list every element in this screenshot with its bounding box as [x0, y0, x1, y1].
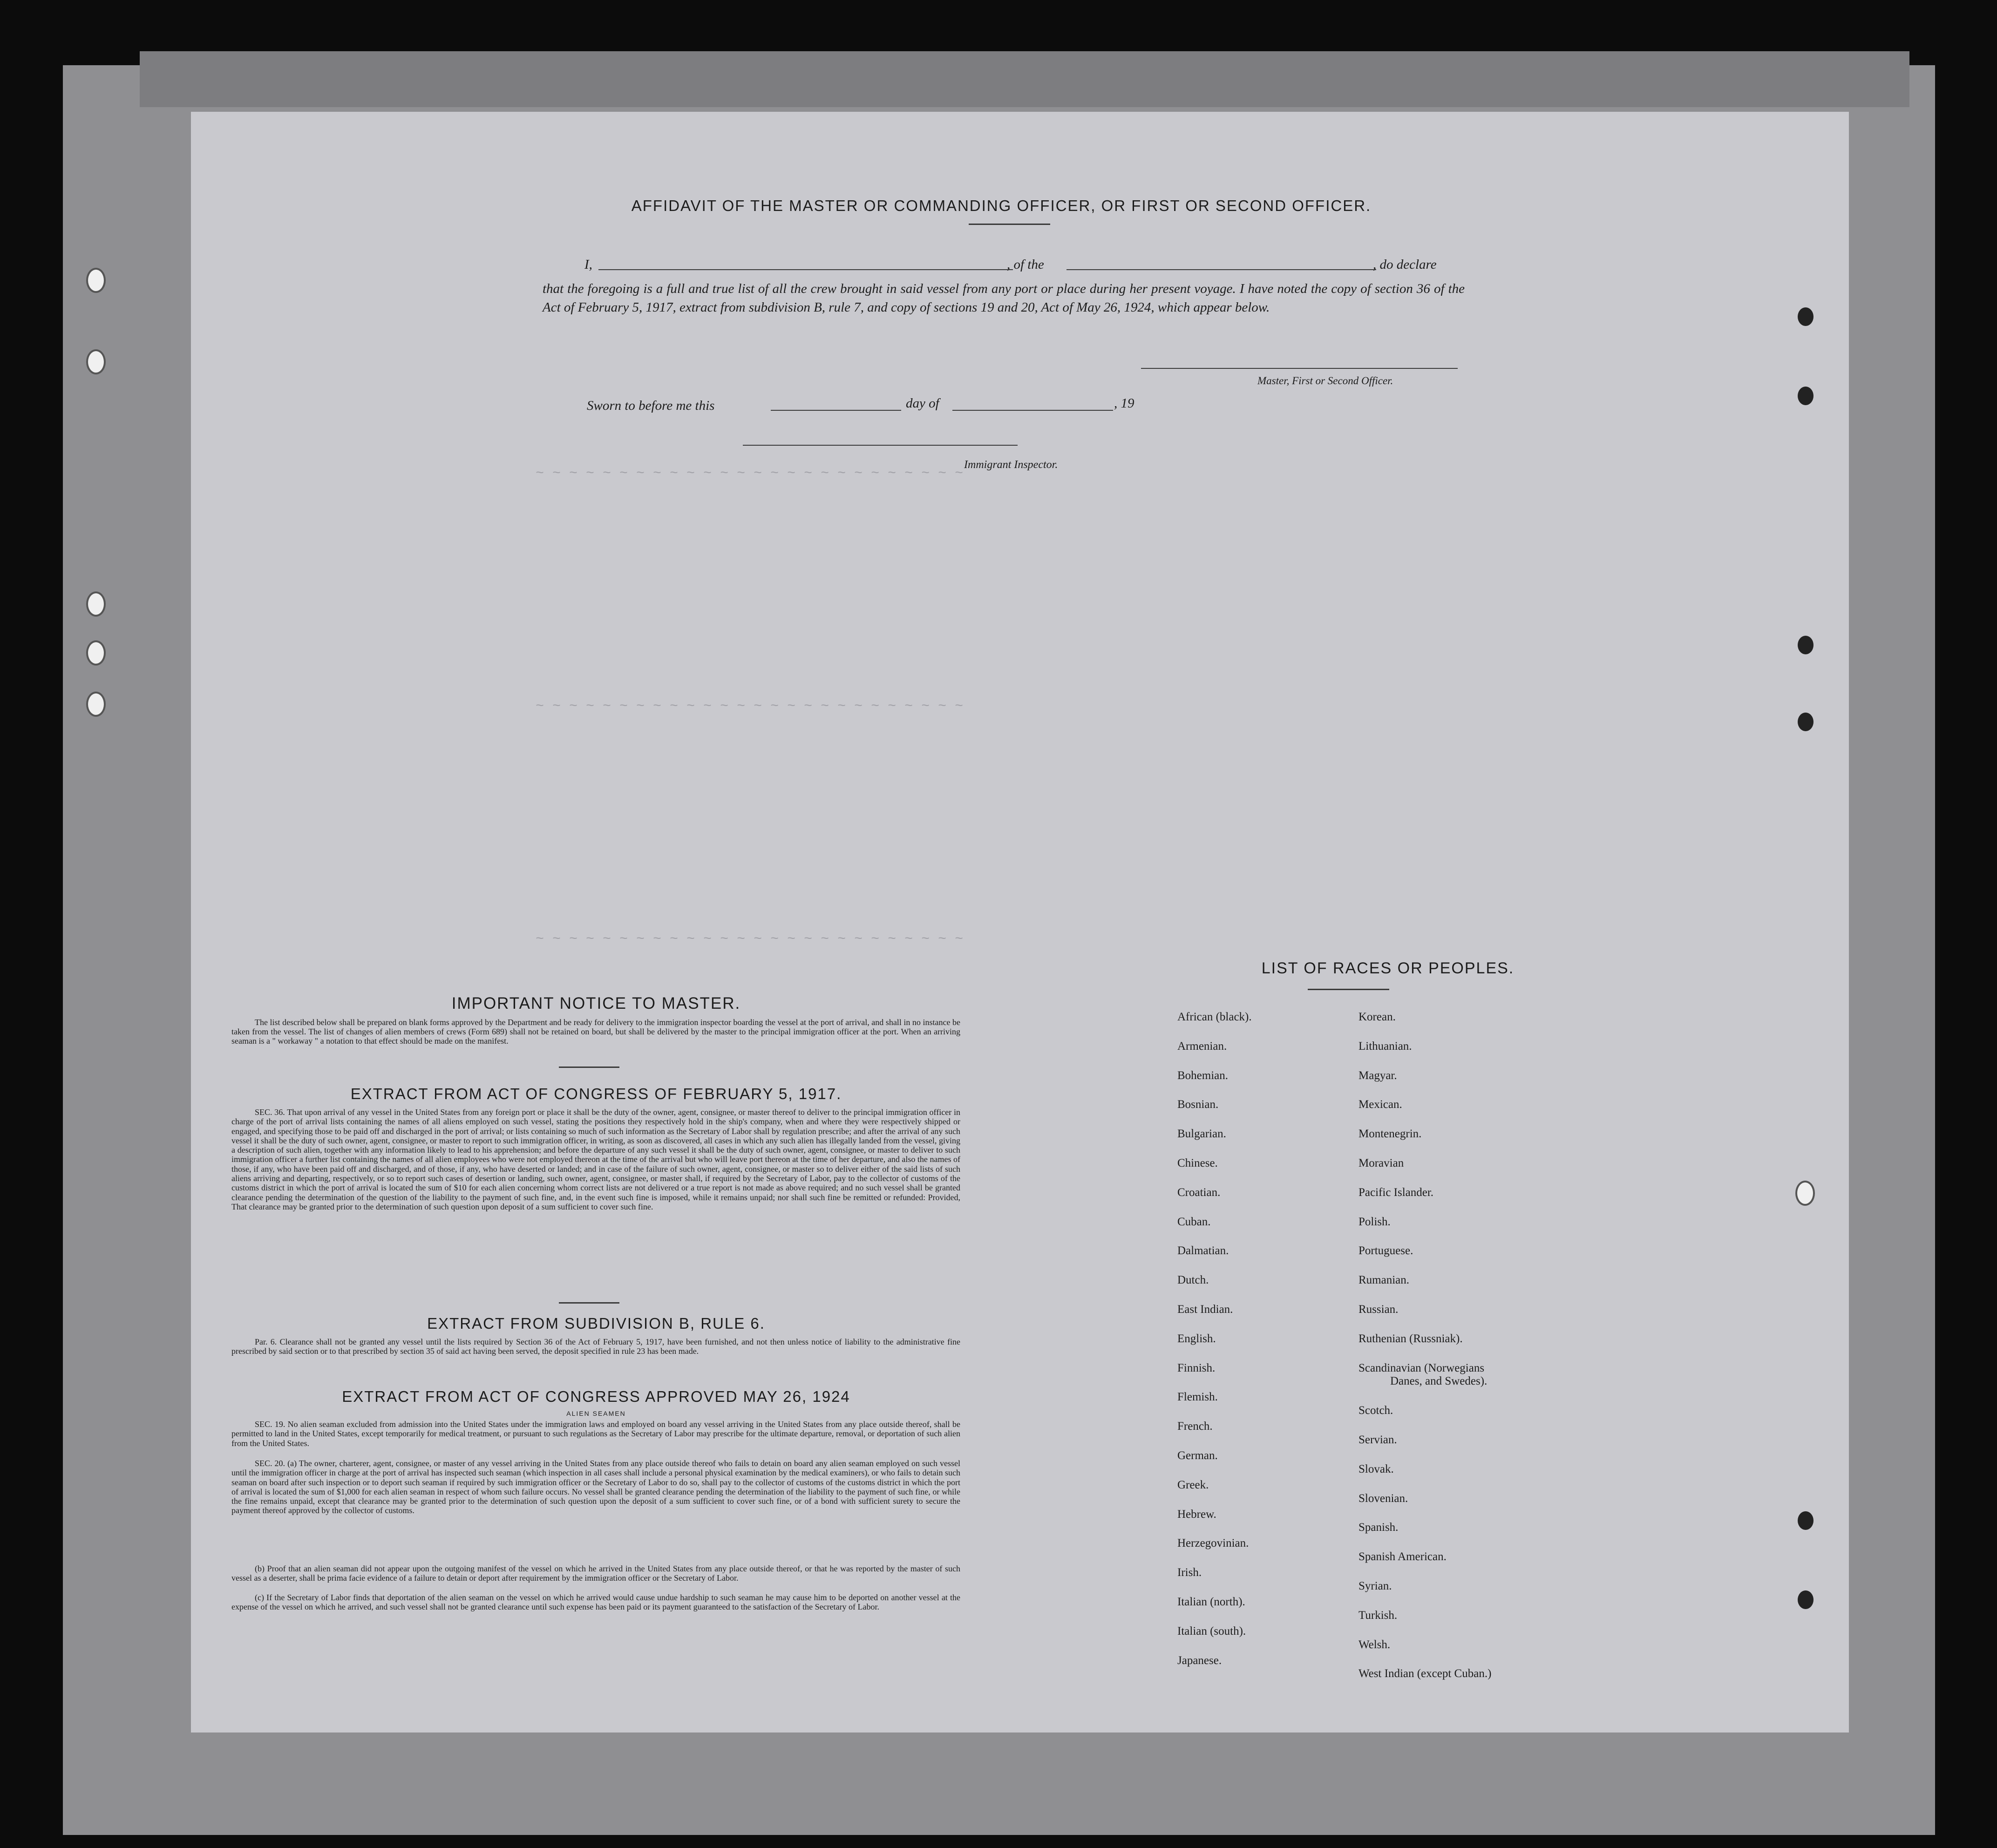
of-the-label: , of the — [1007, 257, 1044, 272]
year-label: , 19 — [1114, 396, 1134, 411]
bleed-through: ~ ~ ~ ~ ~ ~ ~ ~ ~ ~ ~ ~ ~ ~ ~ ~ ~ ~ ~ ~ ~ ~ ~ ~ ~ ~ — [536, 699, 964, 714]
race-item: Slovak. — [1359, 1462, 1394, 1475]
notice-body: The list described below shall be prepared on blank forms approved by the Department and be ready for delivery to the immigration inspector boarding the vessel at the port of arrival, and shall in no instance be taken from the vessel. The list of changes of alien members of crews (Form 689) shall not be retained on board, but shall be delivered by the master to the principal immigration officer at the port. When an arriving seaman is a " workaway " a notation to that effect should be made on the manifest. — [231, 1018, 960, 1046]
race-item: Korean. — [1359, 1011, 1396, 1023]
punch-hole — [1798, 387, 1814, 405]
races-title: LIST OF RACES OR PEOPLES. — [1261, 959, 1515, 977]
affidavit-title: AFFIDAVIT OF THE MASTER OR COMMANDING OFFICER, OR FIRST OR SECOND OFFICER. — [631, 197, 1372, 214]
extract-1917-title: EXTRACT FROM ACT OF CONGRESS OF FEBRUARY 5, 1917. — [350, 1085, 842, 1102]
race-item: Scandinavian (Norwegians — [1359, 1361, 1485, 1374]
race-item: Italian (south). — [1177, 1624, 1246, 1637]
notice-title: IMPORTANT NOTICE TO MASTER. — [451, 994, 741, 1012]
sworn-label: Sworn to before me this — [587, 398, 715, 413]
race-item: Armenian. — [1177, 1040, 1227, 1053]
race-item: East Indian. — [1177, 1303, 1233, 1316]
section-rule — [559, 1067, 619, 1068]
race-item: Montenegrin. — [1359, 1128, 1422, 1141]
sec20b-body: (b) Proof that an alien seaman did not appear upon the outgoing manifest of the vessel on which he arrived in the United States from any place outside thereof, or that he was reported by the master of such vessel as a deserter, shall be prima facie evidence of a failure to detain or deport after requirement by the immigration officer or the Secretary of Labor. — [231, 1564, 960, 1583]
race-item: Russian. — [1359, 1303, 1399, 1316]
race-item: French. — [1177, 1420, 1213, 1433]
race-item: Rumanian. — [1359, 1274, 1410, 1287]
race-item: Chinese. — [1177, 1157, 1218, 1169]
sworn-month-line — [952, 410, 1113, 411]
race-item: Ruthenian (Russniak). — [1359, 1332, 1463, 1345]
punch-hole — [1798, 1590, 1814, 1609]
race-item: Dutch. — [1177, 1274, 1209, 1287]
race-item: Danes, and Swedes). — [1390, 1375, 1488, 1388]
punch-hole — [1795, 1181, 1815, 1206]
i-label: I, — [584, 257, 592, 272]
race-item: Moravian — [1359, 1157, 1404, 1169]
race-item: Servian. — [1359, 1434, 1397, 1446]
section-rule — [559, 1302, 619, 1304]
race-item: Scotch. — [1359, 1404, 1393, 1417]
race-item: Japanese. — [1177, 1654, 1222, 1667]
race-item: Pacific Islander. — [1359, 1186, 1434, 1199]
punch-hole — [1798, 713, 1814, 731]
race-item: Irish. — [1177, 1566, 1202, 1579]
race-item: German. — [1177, 1449, 1218, 1462]
race-item: Flemish. — [1177, 1391, 1218, 1404]
race-item: Polish. — [1359, 1215, 1391, 1228]
race-item: Turkish. — [1359, 1609, 1398, 1622]
extract-1924-subtitle: ALIEN SEAMEN — [566, 1410, 626, 1417]
punch-hole — [1798, 1511, 1814, 1530]
sworn-day-line — [771, 410, 901, 411]
sec20a-body: SEC. 20. (a) The owner, charterer, agent, consignee, or master of any vessel arriving in the United States from any place outside thereof who fails to detain on board any alien seaman employed on such vessel until the immigration officer in charge at the port of arrival has inspected such seaman (which inspection in all cases shall include a personal physical examination by the medical examiners), or who fails to detain such seaman on board after such inspection or to deport such seaman if required by such immigration officer or the Secretary of Labor to do so, shall pay to the collector of customs of the customs district in which the port of arrival is located the sum of $1,000 for each alien seaman in respect of whom such failure occurs. No vessel shall be granted clearance pending the determination of the liability to the payment of such fine, or while the fine remains unpaid, except that clearance may be granted prior to the determination of such question upon the deposit of a sum sufficient to cover such fine, or of a bond with sufficient surety to secure the payment thereof approved by the collector of customs. — [231, 1459, 960, 1515]
races-rule — [1308, 989, 1389, 990]
name-line — [598, 269, 1013, 270]
race-item: Bosnian. — [1177, 1098, 1219, 1111]
punch-hole — [1798, 636, 1814, 654]
race-item: Magyar. — [1359, 1069, 1397, 1082]
race-item: Welsh. — [1359, 1638, 1391, 1651]
race-item: African (black). — [1177, 1011, 1252, 1023]
signature-line — [1141, 368, 1458, 369]
day-of-label: day of — [906, 396, 939, 411]
vessel-line — [1066, 269, 1376, 270]
race-item: English. — [1177, 1332, 1216, 1345]
extract-rule6-title: EXTRACT FROM SUBDIVISION B, RULE 6. — [427, 1315, 765, 1332]
affidavit-body: that the foregoing is a full and true list of all the crew brought in said vessel from any port or place during her present voyage. I have noted the copy of section 36 of the Act of February 5, 1917, extract from subdivision B, rule 7, and copy of sections 19 and 20, Act of May 26, 1924, which appear below. — [543, 281, 1465, 315]
race-item: Cuban. — [1177, 1215, 1211, 1228]
binder-hole — [86, 692, 106, 717]
race-item: Dalmatian. — [1177, 1244, 1229, 1257]
sec19-body: SEC. 19. No alien seaman excluded from admission into the United States under the immigration laws and employed on board any vessel arriving in the United States from any place outside thereof, shall be permitted to land in the United States, except temporarily for medical treatment, or pursuant to such regulations as the Secretary of Labor may prescribe for the ultimate departure, removal, or deportation of such alien from the United States. — [231, 1420, 960, 1448]
inspector-line — [743, 445, 1018, 446]
extract-1924-title: EXTRACT FROM ACT OF CONGRESS APPROVED MAY 26, 1924 — [342, 1388, 850, 1405]
binder-hole — [86, 640, 106, 666]
race-item: Syrian. — [1359, 1580, 1392, 1592]
race-item: Finnish. — [1177, 1361, 1216, 1374]
race-item: Herzegovinian. — [1177, 1537, 1249, 1550]
race-item: Portuguese. — [1359, 1244, 1413, 1257]
binder-hole — [86, 268, 106, 293]
binder-hole — [86, 591, 106, 617]
race-item: West Indian (except Cuban.) — [1359, 1667, 1492, 1680]
bleed-through: ~ ~ ~ ~ ~ ~ ~ ~ ~ ~ ~ ~ ~ ~ ~ ~ ~ ~ ~ ~ ~ ~ ~ ~ ~ ~ — [536, 466, 964, 482]
race-item: Slovenian. — [1359, 1492, 1408, 1505]
title-rule — [969, 224, 1050, 225]
inspector-caption: Immigrant Inspector. — [964, 459, 1058, 471]
back-sheet-edge — [140, 51, 1909, 107]
extract-rule6-body: Par. 6. Clearance shall not be granted any vessel until the lists required by Section 36 of the Act of February 5, 1917, have been furnished, and not then unless notice of liability to the administrative fine prescribed by said section or to that prescribed by section 35 of said act having been served, the deposit specified in rule 23 has been made. — [231, 1337, 960, 1356]
race-item: Spanish American. — [1359, 1550, 1447, 1563]
race-item: Italian (north). — [1177, 1596, 1245, 1608]
bleed-through: ~ ~ ~ ~ ~ ~ ~ ~ ~ ~ ~ ~ ~ ~ ~ ~ ~ ~ ~ ~ ~ ~ ~ ~ ~ ~ — [536, 931, 964, 947]
race-item: Greek. — [1177, 1478, 1209, 1491]
punch-hole — [1798, 307, 1814, 326]
race-item: Bohemian. — [1177, 1069, 1229, 1082]
race-item: Mexican. — [1359, 1098, 1402, 1111]
binder-hole — [86, 349, 106, 374]
declare-label: , do declare — [1373, 257, 1437, 272]
race-item: Bulgarian. — [1177, 1128, 1226, 1141]
signature-caption: Master, First or Second Officer. — [1257, 375, 1393, 387]
race-item: Hebrew. — [1177, 1508, 1216, 1521]
extract-1917-body: SEC. 36. That upon arrival of any vessel in the United States from any foreign port or place it shall be the duty of the owner, agent, consignee, or master thereof to deliver to the principal immigration officer in charge of the port of arrival lists containing the names of all aliens employed on such vessel, stating the positions they respectively hold in the ship's company, when and where they were respectively shipped or engaged, and specifying those to be paid off and discharged in the port of arrival; or lists containing so much of such information as the Secretary of Labor shall by regulation prescribe; and after the arrival of any such vessel it shall be the duty of such owner, agent, consignee, or master to report to such immigration officer, in writing, as soon as discovered, all cases in which any such alien has illegally landed from the vessel, giving a description of such alien, together with any information likely to lead to his apprehension; and before the departure of any such vessel it shall be the duty of such owner, agent, consignee, or master to deliver to such immigration officer a further list containing the names of all alien employees who were not employed thereon at the time of the arrival but who will leave port thereon at the time of her departure, and also the names of those, if any, who have been paid off and discharged, and of those, if any, who have deserted or landed; and in case of the failure of such owner, agent, consignee, or master so to deliver either of the said lists of such aliens arriving and departing, respectively, or so to report such cases of desertion or landing, such owner, agent, consignee, or master shall, if required by the Secretary of Labor, pay to the collector of customs of the customs district in which the port of arrival is located the sum of $10 for each alien concerning whom correct lists are not delivered or a true report is not made as above required; and no such vessel shall be granted clearance pending the determination of the question of the liability to the payment of such fine, and, in the event such fine is imposed, while it remains unpaid; nor shall such fine be remitted or refunded: Provided, That clearance may be granted prior to the determination of such question upon deposit of a sum sufficient to cover such fine. — [231, 1107, 960, 1211]
sec20c-body: (c) If the Secretary of Labor finds that deportation of the alien seaman on the vessel on which he arrived would cause undue hardship to such seaman he may cause him to be deported on another vessel at the expense of the vessel on which he arrived, and such vessel shall not be granted clearance until such expense has been paid or its payment guaranteed to the satisfaction of the Secretary of Labor. — [231, 1593, 960, 1612]
race-item: Lithuanian. — [1359, 1040, 1412, 1053]
race-item: Croatian. — [1177, 1186, 1221, 1199]
race-item: Spanish. — [1359, 1521, 1399, 1534]
